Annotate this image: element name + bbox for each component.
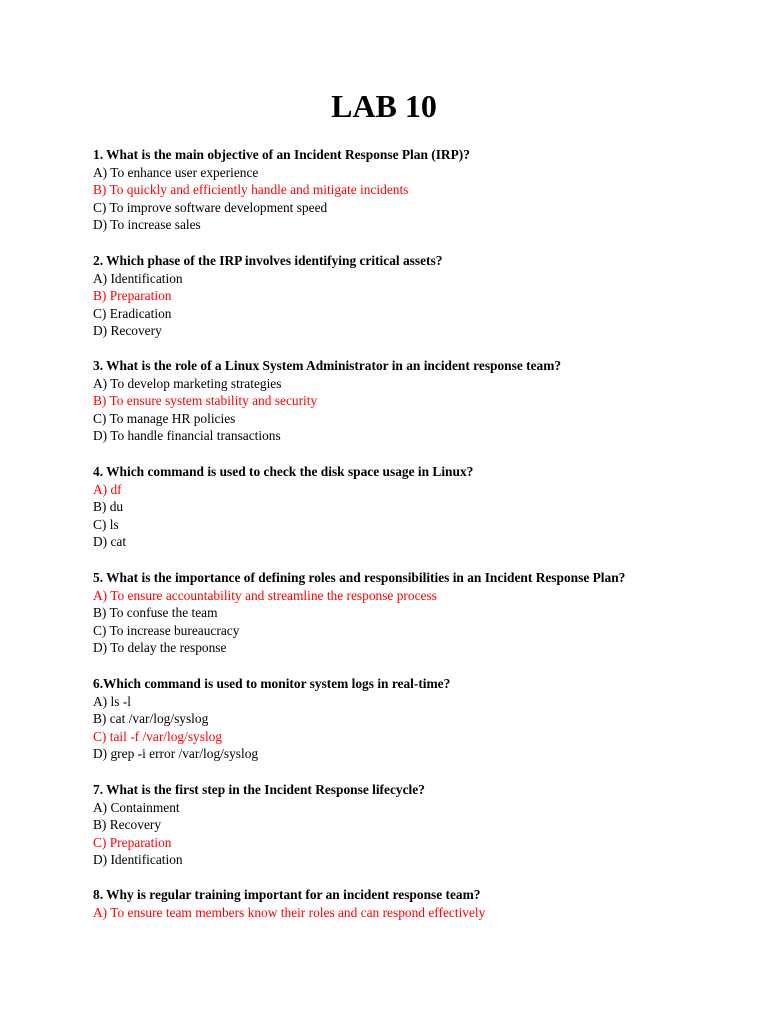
question-block (93, 781, 753, 869)
question-text: 3. What is the role of a Linux System Administrator in an incident response team? (93, 358, 562, 373)
answer-option: D) Recovery (93, 323, 162, 339)
question-block (93, 357, 753, 445)
question-text: 1. What is the main objective of an Incident Response Plan (IRP)? (93, 147, 470, 162)
answer-option: C) To increase bureaucracy (93, 622, 240, 638)
answer-option: A) To develop marketing strategies (93, 375, 282, 391)
answer-option: D) To delay the response (93, 640, 227, 656)
question-block (93, 146, 753, 234)
answer-option: A) ls -l (93, 693, 131, 709)
answer-option-correct: B) To ensure system stability and security (93, 393, 318, 409)
answer-option-correct: B) To quickly and efficiently handle and mitigate incidents (93, 182, 409, 198)
answer-option: D) Identification (93, 852, 183, 868)
question-block (93, 252, 753, 340)
answer-option: A) Containment (93, 799, 180, 815)
answer-option: B) cat /var/log/syslog (93, 711, 209, 727)
answer-option: B) du (93, 499, 124, 515)
answer-option-correct: A) df (93, 481, 122, 497)
answer-option: D) To handle financial transactions (93, 428, 281, 444)
question-block (93, 675, 753, 763)
page-title: LAB 10 (331, 88, 437, 124)
answer-option-correct: A) To ensure team members know their roles and can respond effectively (93, 904, 486, 920)
question-text: 6.Which command is used to monitor system logs in real-time? (93, 676, 451, 691)
answer-option-correct: C) Preparation (93, 834, 172, 850)
answer-option-correct: B) Preparation (93, 288, 172, 304)
answer-option: B) To confuse the team (93, 605, 218, 621)
question-text: 4. Which command is used to check the disk space usage in Linux? (93, 464, 474, 479)
question-block (93, 569, 753, 657)
answer-option: D) grep -i error /var/log/syslog (93, 746, 259, 762)
question-block (93, 463, 753, 551)
answer-option: C) To manage HR policies (93, 410, 236, 426)
question-text: 2. Which phase of the IRP involves identifying critical assets? (93, 253, 443, 268)
answer-option: C) ls (93, 516, 119, 532)
answer-option: A) Identification (93, 270, 183, 286)
answer-option: A) To enhance user experience (93, 164, 259, 180)
question-text: 8. Why is regular training important for an incident response team? (93, 887, 481, 902)
answer-option: C) To improve software development speed (93, 199, 328, 215)
answer-option: C) Eradication (93, 305, 172, 321)
question-text: 5. What is the importance of defining roles and responsibilities in an Incident Response Plan? (93, 570, 626, 585)
answer-option: B) Recovery (93, 817, 162, 833)
answer-option: D) To increase sales (93, 217, 201, 233)
answer-option: D) cat (93, 534, 127, 550)
question-text: 7. What is the first step in the Incident Response lifecycle? (93, 782, 425, 797)
answer-option-correct: C) tail -f /var/log/syslog (93, 728, 223, 744)
question-block (93, 886, 753, 921)
answer-option-correct: A) To ensure accountability and streamline the response process (93, 587, 437, 603)
